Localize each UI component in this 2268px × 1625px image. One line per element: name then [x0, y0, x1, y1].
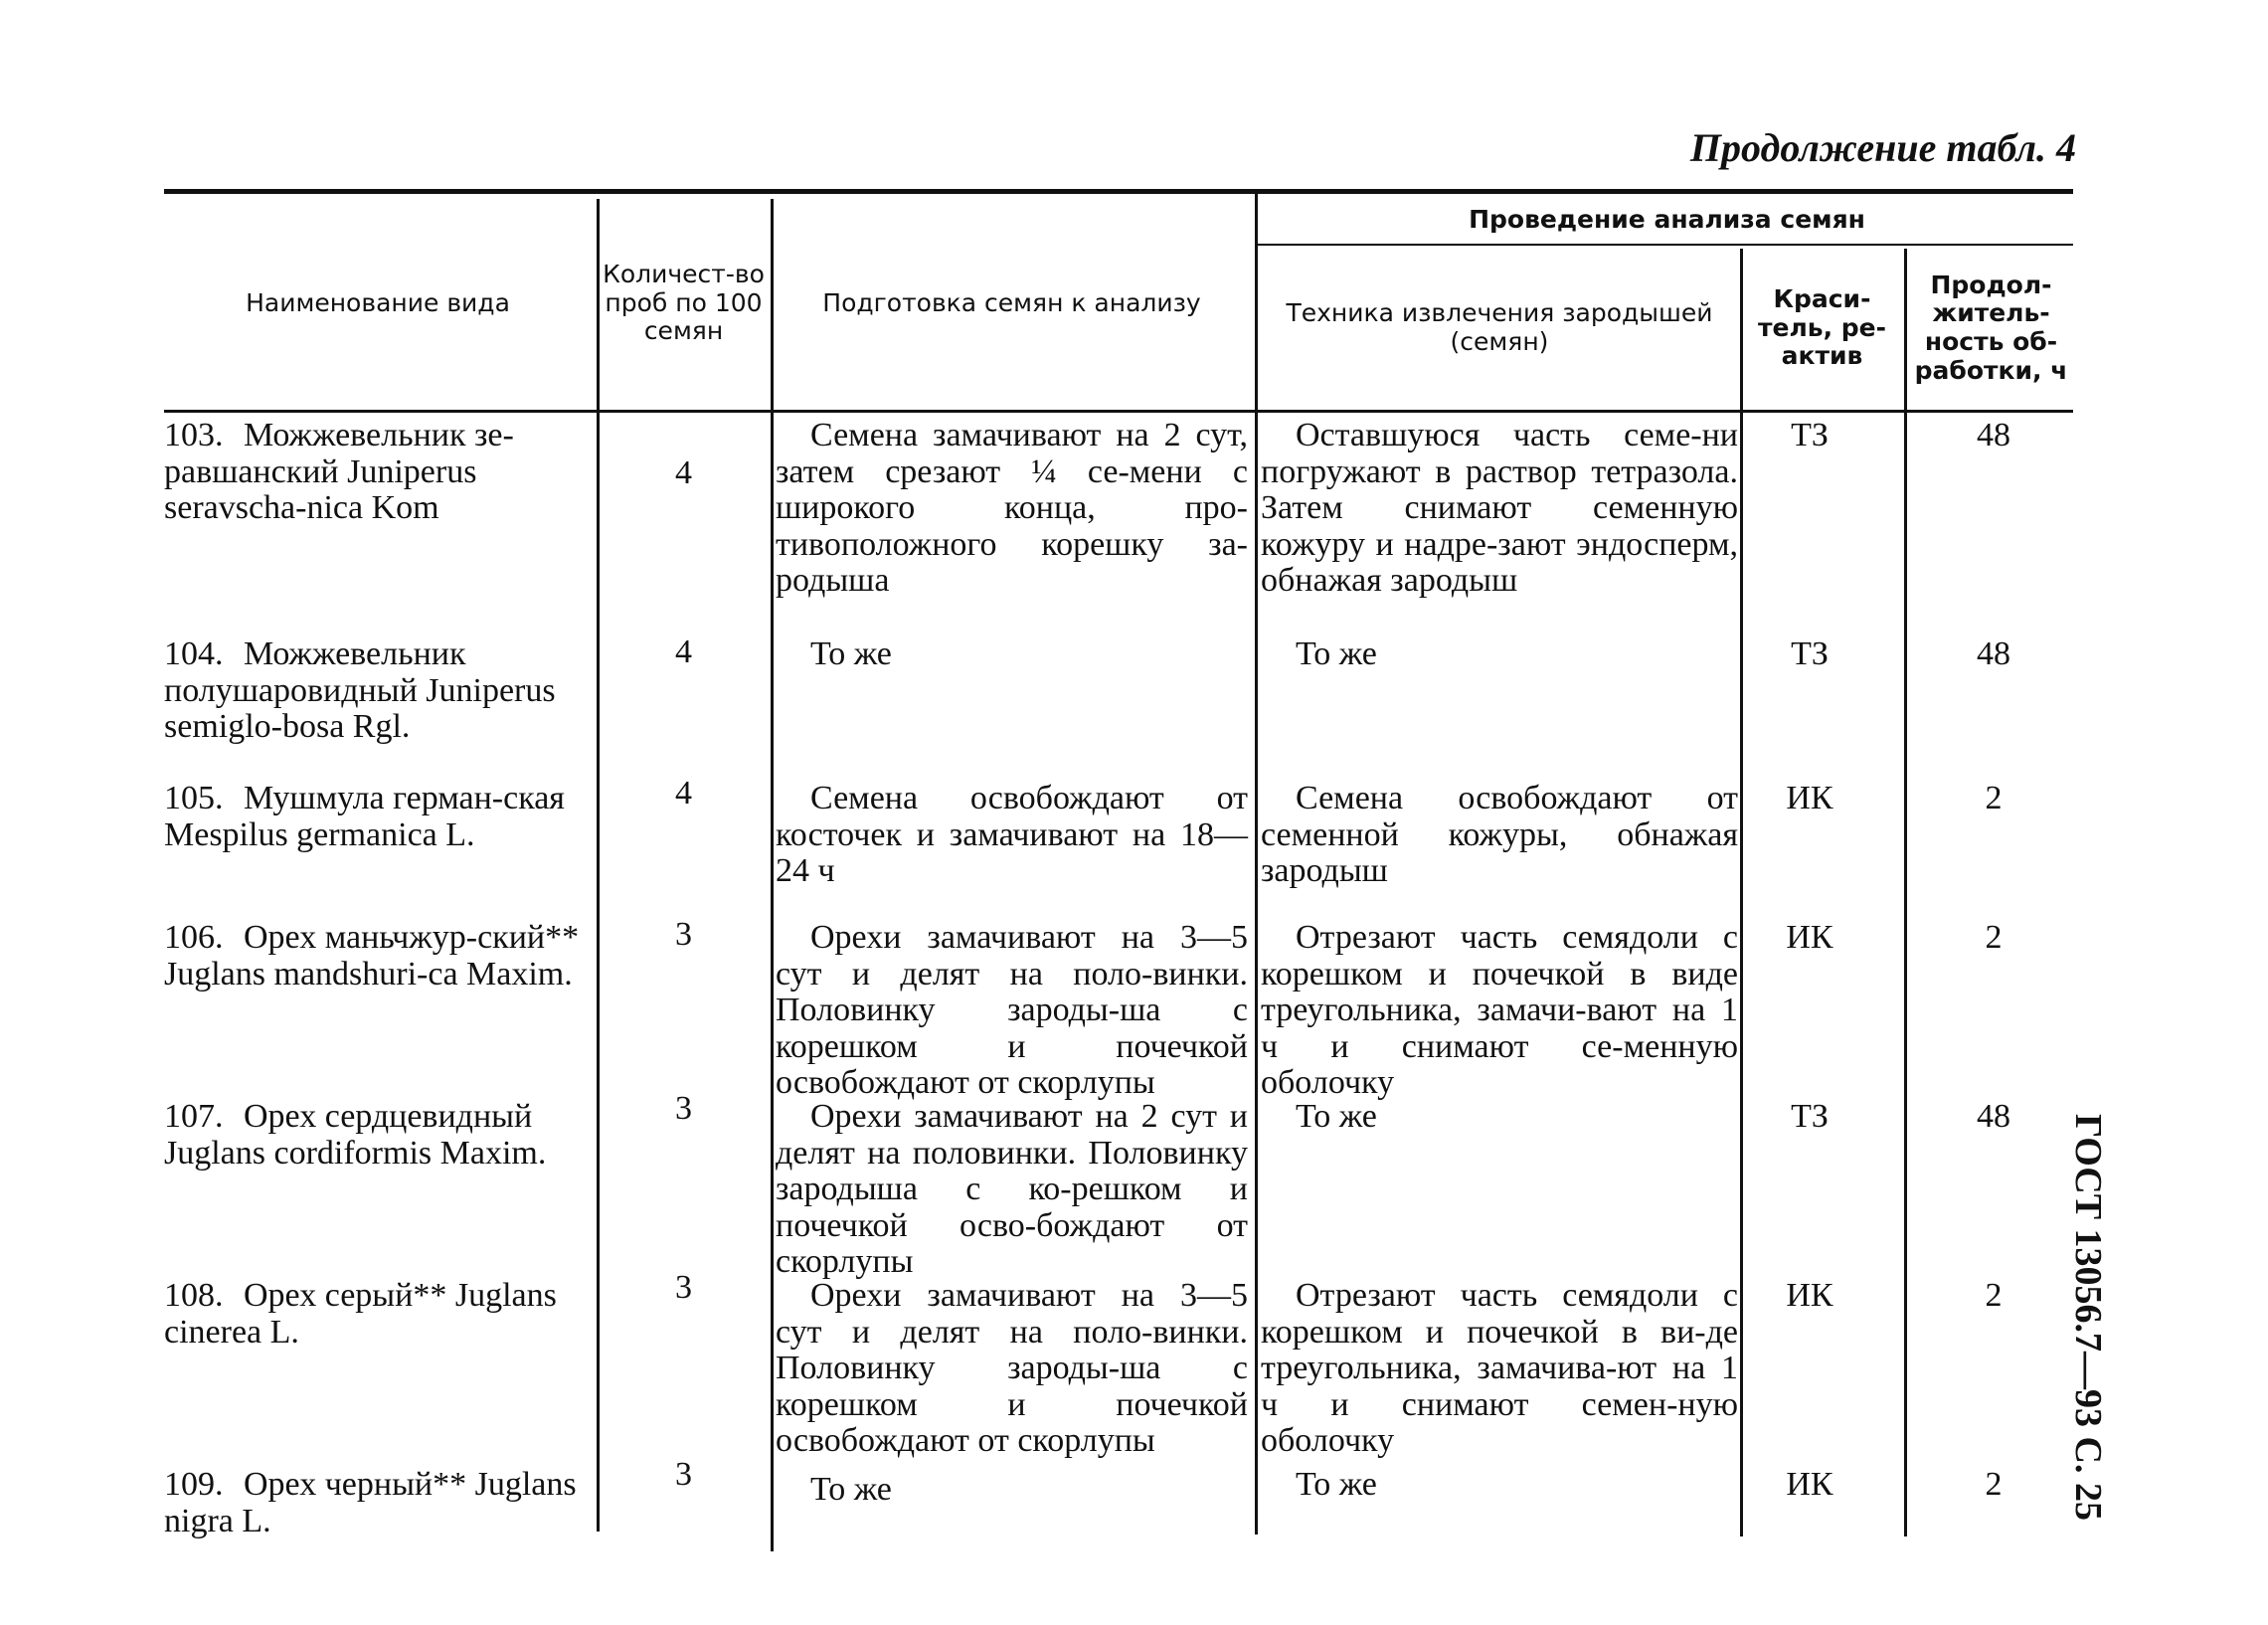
table-row-105-name [164, 781, 592, 853]
table-row-103-tech: Оставшуюся часть семе-ни погружают в раствор тетразола. Затем снимают семенную кожуру и надре-зают эндосперм, обнажая зародыш [1261, 417, 1738, 599]
row-number: 108. [164, 1277, 224, 1314]
table-row-107-qty: 3 [675, 1090, 692, 1127]
row-number: 105. [164, 780, 224, 816]
table-row-106-duration: 2 [1985, 919, 2003, 956]
header-dye: Краси-тель, ре-актив [1758, 283, 1886, 371]
table-row-105-tech: Семена освобождают от семенной кожуры, обнажая зародыш [1261, 780, 1738, 889]
table-row-103-prep: Семена замачивают на 2 сут, затем срезают ¼ се-мени с широкого конца, про-тивоположного корешку за-родыша [776, 417, 1248, 599]
table-row-107-prep: Орехи замачивают на 2 сут и делят на половинки. Половинку зародыша с ко-решком и почечкой осво-бождают от скорлупы [776, 1098, 1248, 1280]
species-name: Орех серый** Juglans cinerea L. [164, 1277, 557, 1351]
table-row-107-tech: То же [1296, 1098, 1377, 1135]
table-row-107-duration: 48 [1977, 1098, 2010, 1135]
row-number: 109. [164, 1466, 224, 1503]
group-header-rule [1258, 244, 2073, 246]
table-row-104-dye: ТЗ [1791, 635, 1829, 672]
header-duration: Продол-житель-ность об-работки, ч [1914, 270, 2068, 385]
species-name: Орех маньчжур-ский** Juglans mandshuri-ca Maxim. [164, 919, 580, 993]
species-name: Можжевельник зе-равшанский Juniperus seravscha-nica Kom [164, 417, 514, 526]
table-row-103-qty: 4 [675, 454, 692, 491]
table-row-106-qty: 3 [675, 916, 692, 953]
table-caption: Продолжение табл. 4 [1689, 125, 2076, 170]
table-row-109-tech: То же [1296, 1466, 1377, 1503]
table-row-109-prep: То же [810, 1471, 892, 1508]
table-row-107-dye: ТЗ [1791, 1098, 1829, 1135]
table-row-108-name [164, 1278, 592, 1351]
table-row-104-prep: То же [810, 635, 892, 672]
column-divider [1255, 192, 1258, 1535]
table-row-105-qty: 4 [675, 775, 692, 812]
table-row-106-name [164, 920, 592, 993]
table-row-104-duration: 48 [1977, 635, 2010, 672]
species-name: Орех сердцевидный Juglans cordiformis Maxim. [164, 1098, 547, 1172]
table-row-105-dye: ИК [1786, 780, 1833, 816]
table-row-106-prep: Орехи замачивают на 3—5 сут и делят на поло-винки. Половинку зароды-ша с корешком и почечкой освобождают от скорлупы [776, 919, 1248, 1101]
header-prep: Подготовка семян к анализу [822, 287, 1201, 317]
table-row-104-tech: То же [1296, 635, 1377, 672]
species-name: Можжевельник полушаровидный Juniperus semiglo-bosa Rgl. [164, 635, 556, 745]
table-row-103-name [164, 418, 592, 527]
table-row-103-duration: 48 [1977, 417, 2010, 453]
row-number: 103. [164, 417, 224, 453]
header-name: Наименование вида [246, 287, 510, 317]
header-qty: Количест-во проб по 100 семян [603, 259, 765, 346]
table-row-108-tech: Отрезают часть семядоли с корешком и почечкой в ви-де треугольника, замачива-ют на 1 ч и снимают семен-ную оболочку [1261, 1277, 1738, 1459]
table-row-109-dye: ИК [1786, 1466, 1833, 1503]
standard-page-stamp: ГОСТ 13056.7—93 С. 25 [2067, 1114, 2109, 1521]
row-number: 106. [164, 919, 224, 956]
table-row-105-duration: 2 [1985, 780, 2003, 816]
table-row-108-prep: Орехи замачивают на 3—5 сут и делят на поло-винки. Половинку зароды-ша с корешком и почечкой освобождают от скорлупы [776, 1277, 1248, 1459]
species-name: Мушмула герман-ская Mespilus germanica L. [164, 780, 565, 853]
row-number: 104. [164, 635, 224, 672]
table-row-108-duration: 2 [1985, 1277, 2003, 1314]
row-number: 107. [164, 1098, 224, 1135]
table-row-109-duration: 2 [1985, 1466, 2003, 1503]
species-name: Орех черный** Juglans nigra L. [164, 1466, 577, 1539]
table-row-108-dye: ИК [1786, 1277, 1833, 1314]
header-tech: Техника извлечения зародышей (семян) [1286, 298, 1713, 356]
table-row-104-qty: 4 [675, 633, 692, 670]
table-row-107-name [164, 1099, 592, 1172]
header-group: Проведение анализа семян [1469, 204, 1865, 234]
column-divider [1904, 249, 1907, 1536]
table-row-109-qty: 3 [675, 1456, 692, 1493]
table-top-rule [164, 189, 2073, 194]
table-row-108-qty: 3 [675, 1269, 692, 1306]
header-bottom-rule [164, 410, 2073, 413]
table-row-105-prep: Семена освобождают от косточек и замачивают на 18—24 ч [776, 780, 1248, 889]
table-row-103-dye: ТЗ [1791, 417, 1829, 453]
table-row-106-dye: ИК [1786, 919, 1833, 956]
table-row-104-name [164, 636, 592, 746]
column-divider [597, 199, 600, 1532]
table-row-109-name [164, 1467, 592, 1539]
column-divider [771, 199, 774, 1551]
column-divider [1740, 249, 1743, 1536]
table-row-106-tech: Отрезают часть семядоли с корешком и почечкой в виде треугольника, замачи-вают на 1 ч и снимают се-менную оболочку [1261, 919, 1738, 1101]
